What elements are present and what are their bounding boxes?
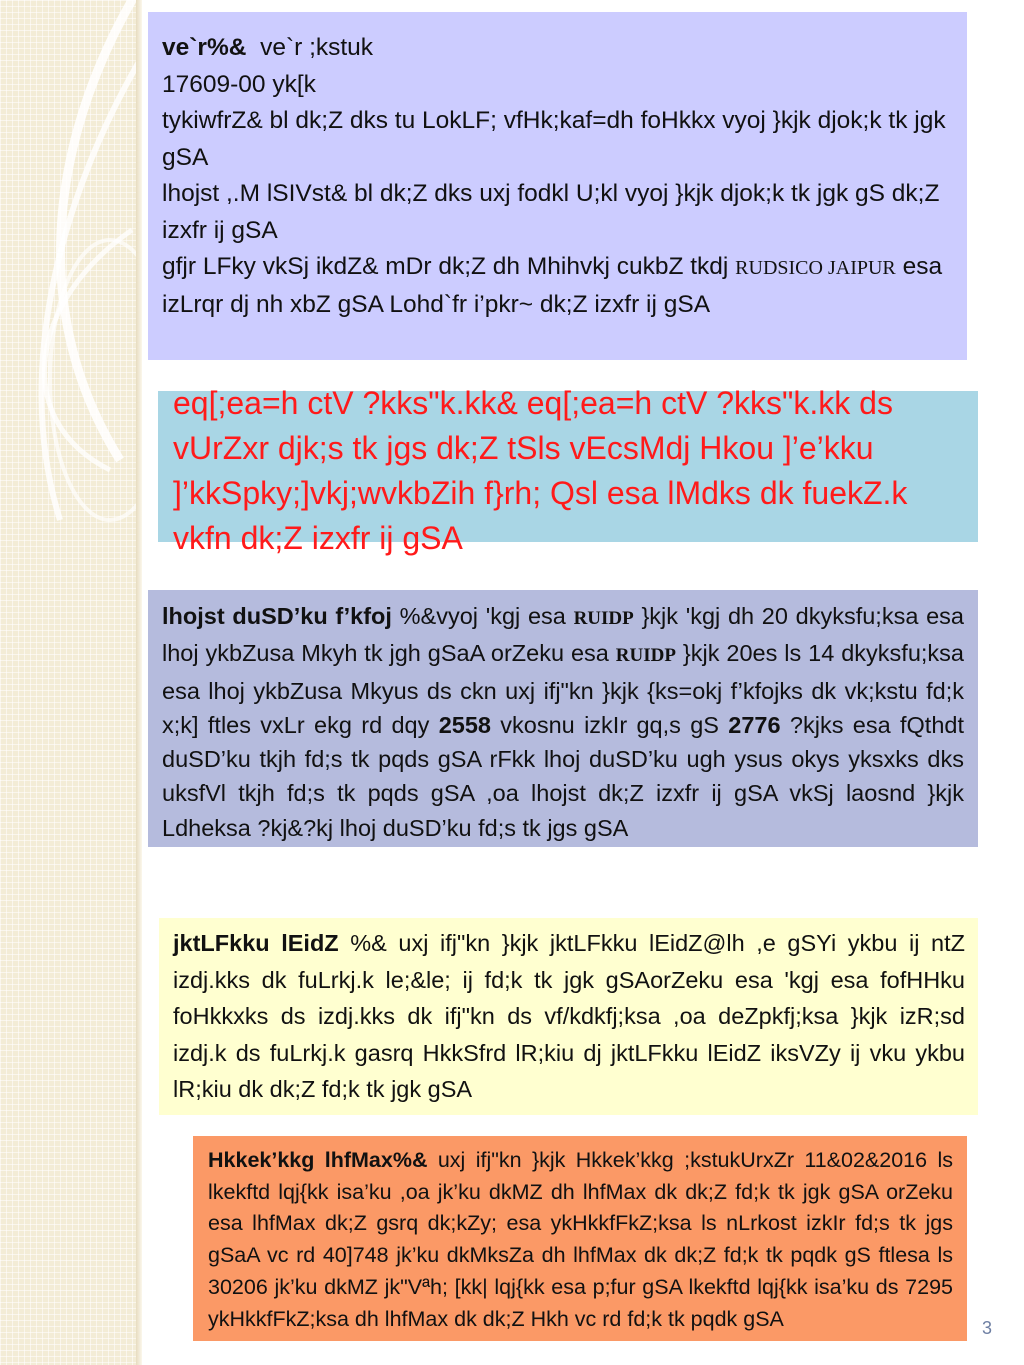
decorative-swirl bbox=[0, 0, 142, 1365]
page-number: 3 bbox=[982, 1318, 993, 1338]
box1-line5-b: esa izLrqr dj nh xbZ gSA Lohd`fr i’pkr~ dk;Z izxfr ij gSA bbox=[162, 253, 943, 318]
applications-count: 2558 bbox=[438, 711, 491, 738]
summary-box-water-sewerage bbox=[148, 12, 967, 360]
box3-text-2: }kjk 'kgj dh 20 dkyksfu;ksa esa lhoj ykbZusa Mkyh tk jgh gSaA orZeku esa bbox=[162, 603, 964, 667]
ruidp-label-2: RUIDP bbox=[615, 645, 676, 667]
decorative-side-band bbox=[0, 0, 142, 1365]
box1-line5-a: gfjr LFky vkSj ikdZ& mDr dk;Z dh Mhihvkj cukbZ tkdj bbox=[162, 253, 729, 280]
rajasthan-sampark-paragraph bbox=[173, 925, 965, 1108]
box1-line1 bbox=[162, 30, 953, 67]
bhamashah-seeding-paragraph bbox=[208, 1145, 953, 1335]
box5-text: uxj ifj"kn }kjk Hkkek’kkg ;kstukUrxZr 11&02&2016 ls lkekftd lqj{kk isa’ku ,oa jk’ku dkMZ dh lhfMax dk dk;Z fd;k tk jgk gSA orZeku esa lhfMax dk;Z gsrq dk;kZy; esa ykHkkfFkZ;ksa ls nLrkost izkIr fd;s tk jgs gSaA vc rd 40]748 jk’ku dkMksZa dh lhfMax dk dk;Z fd;k tk pqdk gS ftlesa ls 30206 jk’ku dkMZ jk"Vªh; [kk| lqj{kk esa p;fur gSA lkekftd lqj{kk isa’ku ds 7295 ykHkkfFkZ;ksa dh lhfMax dk dk;Z Hkh vc rd fd;k tk pqdk gSA bbox=[208, 1148, 953, 1331]
box1-line2: 17609-00 yk[k bbox=[162, 70, 316, 98]
budget-announcement-box bbox=[158, 385, 978, 556]
sewer-connection-camp-box bbox=[148, 590, 978, 847]
box1-line1-text: ve`r ;kstuk bbox=[260, 34, 374, 61]
box3-text-1: %&vyoj 'kgj esa bbox=[391, 603, 574, 629]
rajasthan-sampark-box bbox=[159, 918, 978, 1115]
box4-label: jktLFkku lEidZ bbox=[173, 930, 339, 956]
box1-line3: tykiwfrZ& bl dk;Z dks tu LokLF; vfHk;kaf=dh foHkkx vyoj }kjk djok;k tk jgk gSA bbox=[162, 107, 946, 171]
connections-count: 2776 bbox=[728, 711, 781, 738]
box1-line5 bbox=[162, 249, 953, 323]
sewer-connection-paragraph bbox=[162, 599, 964, 845]
box3-text-3: }kjk 20es ls 14 dkyksfu;ksa esa lhoj ykbZusa Mkyus ds ckn uxj ifj"kn }kjk {ks=okj f’kfojks dk vk;kstu fd;k x;k] ftles vxLr ekg rd dqy bbox=[162, 640, 964, 738]
ruidp-label-1: RUIDP bbox=[573, 608, 634, 629]
box1-line4: lhojst ,.M lSIVst& bl dk;Z dks uxj fodkl U;kl vyoj }kjk djok;k tk jgk gS dk;Z izxfr ij gSA bbox=[162, 180, 940, 244]
budget-announcement-text: eq[;ea=h ctV ?kks"k.kk& eq[;ea=h ctV ?kks"k.kk ds vUrZxr djk;s tk jgs dk;Z tSls vEcsMdj Hkou ]’e’kku ]’kkSpky;]vkj;wvkbZih f}rh; Qsl esa lMdks dk fuekZ.k vkfn dk;Z izxfr ij gSA bbox=[173, 385, 908, 556]
box4-text: %& uxj ifj"kn }kjk jktLFkku lEidZ@lh ,e gSYi ykbu ij ntZ izdj.kks dk fuLrkj.k le;&le; ij fd;k tk jgk gSAorZeku esa 'kgj esa fofHHku foHkkxks ds izdj.kks dk ifj"kn ds vf/kdkfj;ksa ,oa deZpkfj;ksa }kjk izR;sd izdj.k ds fuLrkj.k gasrq HkkSfrd lR;kiu dj jktLFkku lEidZ iksVZy ij vku ykbu lR;kiu dk dk;Z fd;k tk jgk gSA bbox=[173, 930, 965, 1102]
box5-label: Hkkek’kkg lhfMax%& bbox=[208, 1148, 428, 1172]
box3-label: lhojst duSD’ku f’kfoj bbox=[162, 603, 392, 629]
bhamashah-seeding-box bbox=[193, 1136, 967, 1341]
box1-agency-name: RUDSICO JAIPUR bbox=[735, 257, 896, 279]
box3-text-5: ?kjks esa fQthdt duSD’ku tkjh fd;s tk pqds gSA rFkk lhoj duSD’ku ugh ysus okys yksxks dks uksfVl tkjh fd;s tk pqds gSA ,oa lhojst dk;Z izxfr ij gSA vkSj laosnd }kjk Ldheksa ?kj&?kj lhoj duSD’ku fd;s tk jgs gSA bbox=[162, 711, 964, 841]
band-edge bbox=[136, 0, 142, 1365]
box3-text-4: vkosnu izkIr gq,s gS bbox=[490, 711, 729, 738]
box1-label: ve`r%& bbox=[162, 34, 247, 61]
